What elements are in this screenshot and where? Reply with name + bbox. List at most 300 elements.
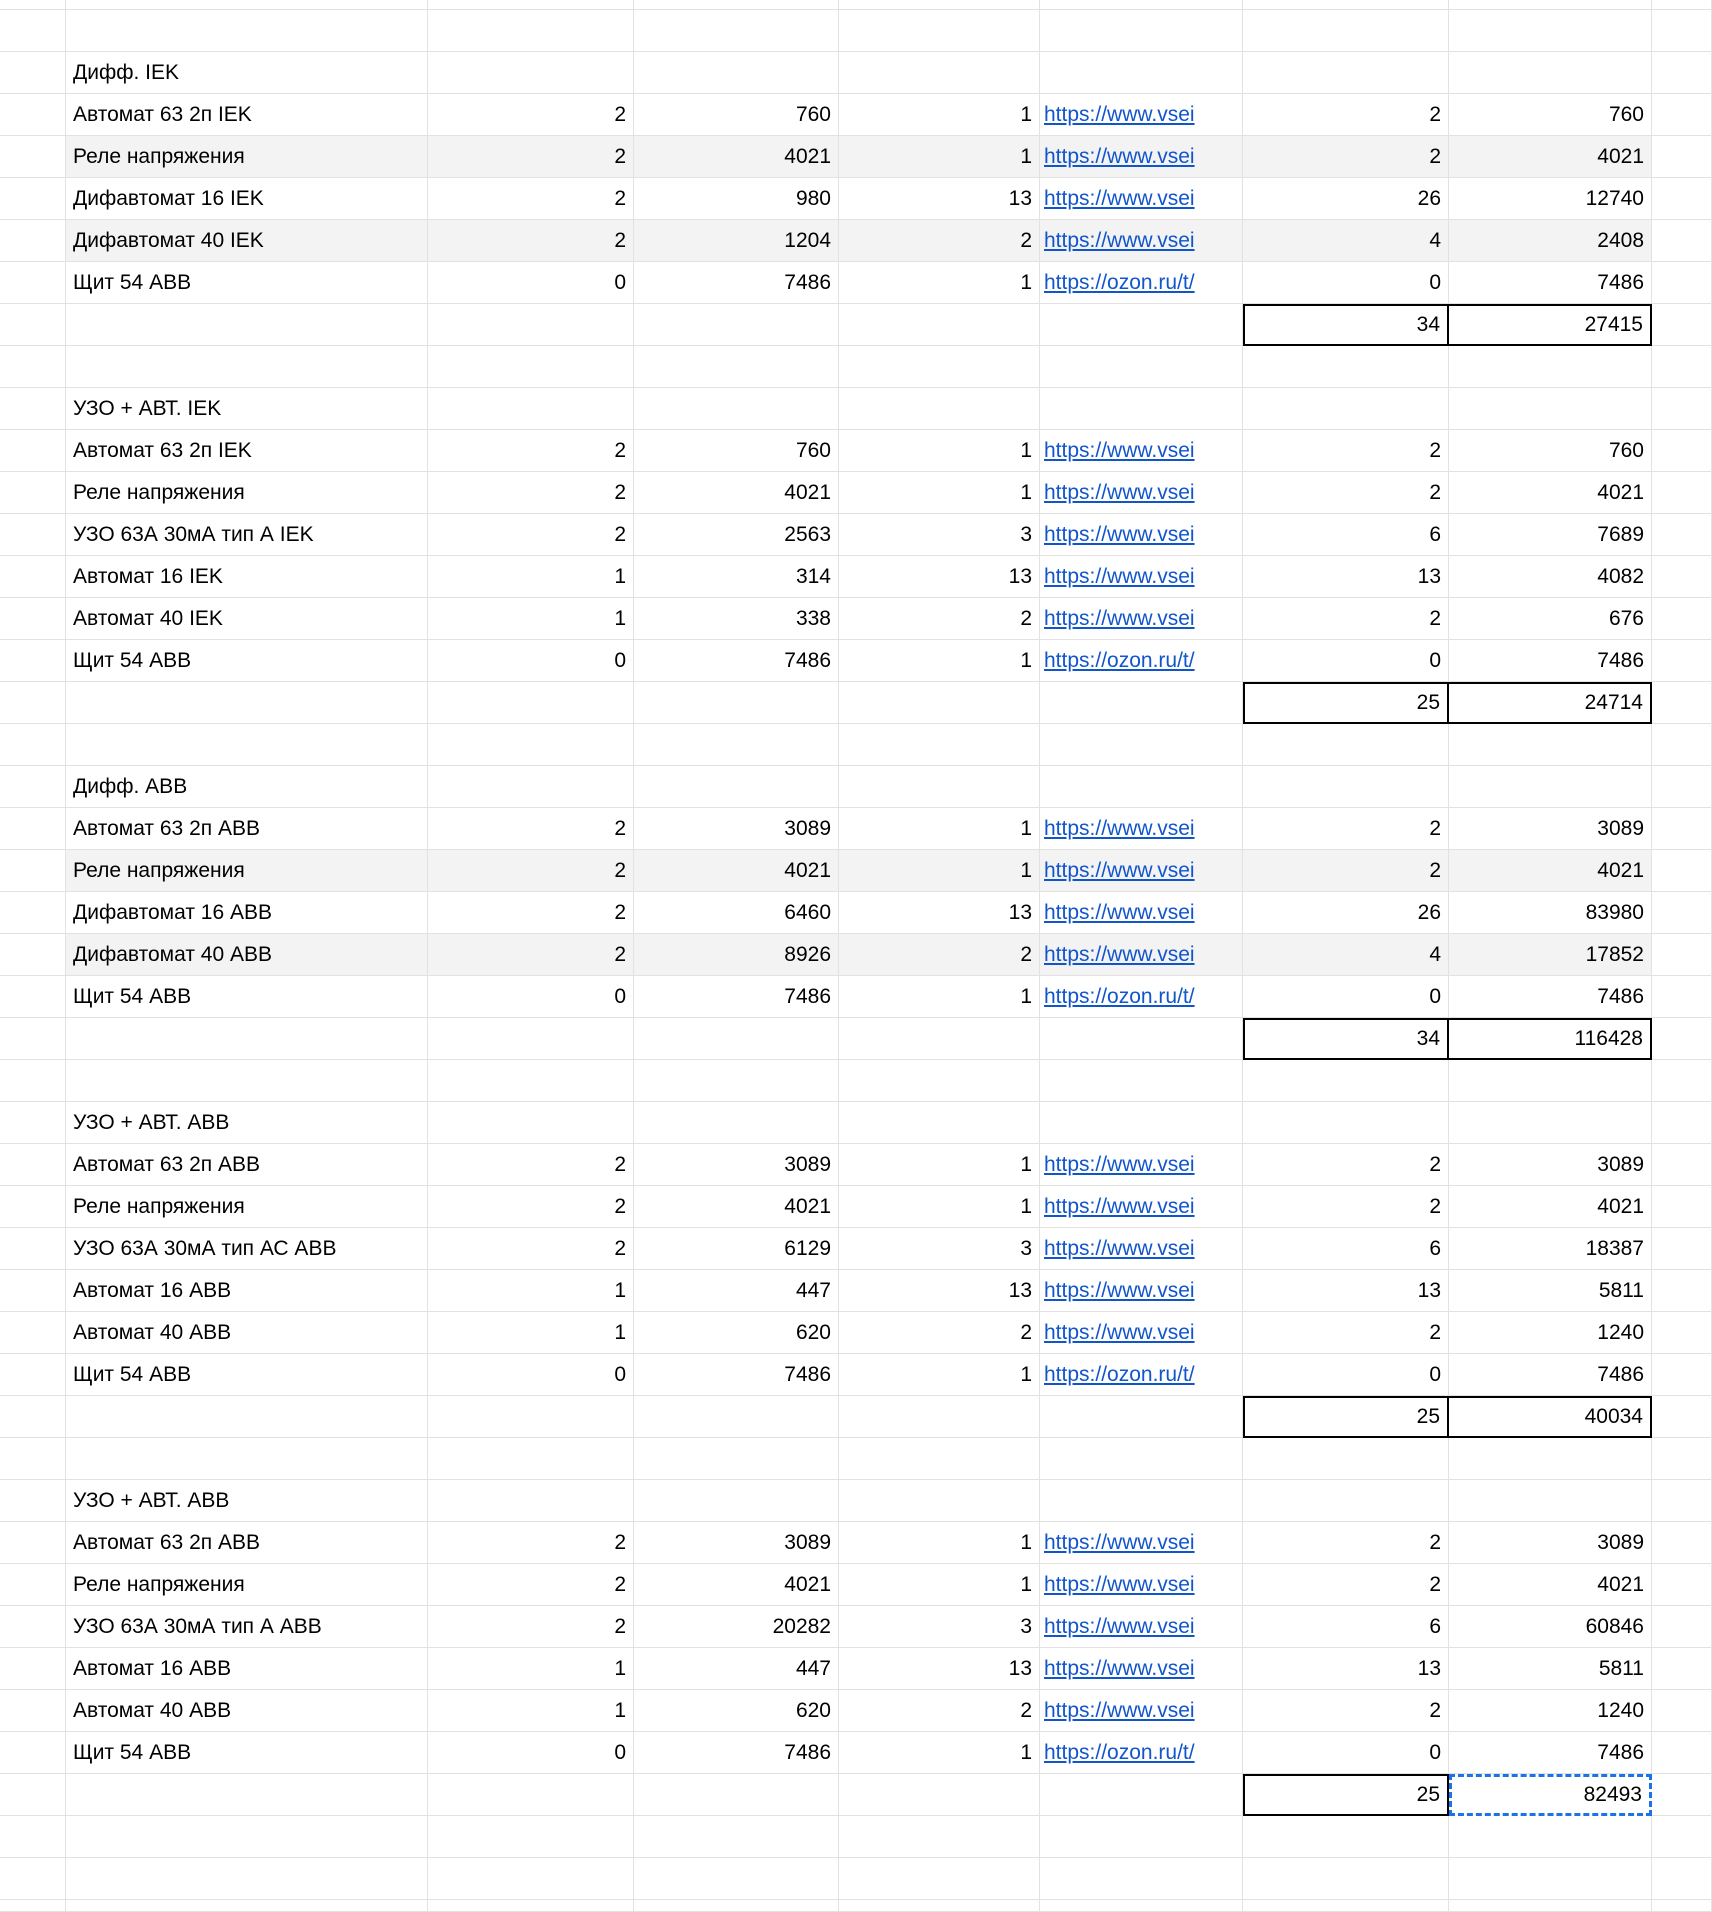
empty-cell[interactable] — [0, 640, 66, 682]
total-qty-cell[interactable]: 0 — [1243, 1732, 1449, 1774]
empty-cell[interactable] — [1652, 178, 1712, 220]
item-name-cell[interactable]: Реле напряжения — [66, 1564, 428, 1606]
total-price-cell[interactable]: 2408 — [1449, 220, 1652, 262]
empty-cell[interactable] — [1243, 10, 1449, 52]
count-cell[interactable]: 1 — [839, 472, 1040, 514]
empty-cell[interactable] — [1652, 52, 1712, 94]
product-link[interactable]: https://www.vsei — [1044, 438, 1195, 462]
count-cell[interactable]: 13 — [839, 178, 1040, 220]
empty-cell[interactable] — [1040, 52, 1243, 94]
empty-cell[interactable] — [428, 304, 634, 346]
total-price-cell[interactable]: 4021 — [1449, 136, 1652, 178]
count-cell[interactable]: 2 — [839, 1312, 1040, 1354]
link-cell[interactable] — [1040, 1732, 1243, 1774]
section-total-qty[interactable]: 25 — [1243, 1396, 1449, 1438]
total-qty-cell[interactable]: 6 — [1243, 1606, 1449, 1648]
price-cell[interactable]: 447 — [634, 1648, 839, 1690]
empty-cell[interactable] — [0, 892, 66, 934]
empty-cell[interactable] — [1652, 1228, 1712, 1270]
link-cell[interactable] — [1040, 892, 1243, 934]
empty-cell[interactable] — [1652, 1690, 1712, 1732]
empty-cell[interactable] — [1652, 808, 1712, 850]
empty-cell[interactable] — [1243, 724, 1449, 766]
empty-cell[interactable] — [1652, 934, 1712, 976]
price-cell[interactable]: 6460 — [634, 892, 839, 934]
empty-cell[interactable] — [634, 1480, 839, 1522]
total-price-cell[interactable]: 4021 — [1449, 1564, 1652, 1606]
empty-cell[interactable] — [1652, 1102, 1712, 1144]
total-qty-cell[interactable]: 2 — [1243, 136, 1449, 178]
empty-cell[interactable] — [1652, 1858, 1712, 1900]
empty-cell[interactable] — [634, 388, 839, 430]
item-name-cell[interactable]: Автомат 63 2п АВВ — [66, 1144, 428, 1186]
total-price-cell[interactable]: 4021 — [1449, 472, 1652, 514]
qty-cell[interactable]: 1 — [428, 1690, 634, 1732]
empty-cell[interactable] — [1040, 10, 1243, 52]
empty-cell[interactable] — [1652, 1774, 1712, 1816]
section-total-qty[interactable]: 34 — [1243, 1018, 1449, 1060]
empty-cell[interactable] — [1449, 346, 1652, 388]
item-name-cell[interactable]: Щит 54 АВВ — [66, 1732, 428, 1774]
empty-cell[interactable] — [0, 1312, 66, 1354]
empty-cell[interactable] — [0, 1438, 66, 1480]
price-cell[interactable]: 980 — [634, 178, 839, 220]
count-cell[interactable]: 3 — [839, 1606, 1040, 1648]
product-link[interactable]: https://ozon.ru/t/ — [1044, 1362, 1195, 1386]
empty-cell[interactable] — [0, 262, 66, 304]
empty-cell[interactable] — [428, 0, 634, 10]
count-cell[interactable]: 2 — [839, 598, 1040, 640]
link-cell[interactable] — [1040, 850, 1243, 892]
empty-cell[interactable] — [428, 10, 634, 52]
qty-cell[interactable]: 2 — [428, 1228, 634, 1270]
product-link[interactable]: https://www.vsei — [1044, 1152, 1195, 1176]
price-cell[interactable]: 620 — [634, 1312, 839, 1354]
price-cell[interactable]: 7486 — [634, 640, 839, 682]
empty-cell[interactable] — [1449, 52, 1652, 94]
total-qty-cell[interactable]: 0 — [1243, 976, 1449, 1018]
item-name-cell[interactable]: Дифавтомат 16 АВВ — [66, 892, 428, 934]
total-qty-cell[interactable]: 6 — [1243, 514, 1449, 556]
section-total-price[interactable]: 27415 — [1449, 304, 1652, 346]
total-qty-cell[interactable]: 2 — [1243, 1144, 1449, 1186]
total-price-cell[interactable]: 83980 — [1449, 892, 1652, 934]
total-price-cell[interactable]: 760 — [1449, 94, 1652, 136]
empty-cell[interactable] — [839, 1774, 1040, 1816]
empty-cell[interactable] — [1652, 682, 1712, 724]
link-cell[interactable] — [1040, 1522, 1243, 1564]
empty-cell[interactable] — [634, 1774, 839, 1816]
qty-cell[interactable]: 2 — [428, 220, 634, 262]
empty-cell[interactable] — [839, 1438, 1040, 1480]
empty-cell[interactable] — [1040, 1858, 1243, 1900]
link-cell[interactable] — [1040, 1690, 1243, 1732]
empty-cell[interactable] — [1040, 1774, 1243, 1816]
empty-cell[interactable] — [0, 724, 66, 766]
empty-cell[interactable] — [839, 346, 1040, 388]
empty-cell[interactable] — [839, 1816, 1040, 1858]
empty-cell[interactable] — [1040, 388, 1243, 430]
empty-cell[interactable] — [839, 10, 1040, 52]
qty-cell[interactable]: 0 — [428, 1732, 634, 1774]
empty-cell[interactable] — [1652, 1270, 1712, 1312]
count-cell[interactable]: 1 — [839, 1732, 1040, 1774]
empty-cell[interactable] — [0, 1102, 66, 1144]
link-cell[interactable] — [1040, 1564, 1243, 1606]
item-name-cell[interactable]: Щит 54 АВВ — [66, 1354, 428, 1396]
empty-cell[interactable] — [1040, 1900, 1243, 1912]
product-link[interactable]: https://www.vsei — [1044, 1530, 1195, 1554]
empty-cell[interactable] — [634, 1102, 839, 1144]
qty-cell[interactable]: 1 — [428, 1312, 634, 1354]
empty-cell[interactable] — [0, 52, 66, 94]
empty-cell[interactable] — [66, 682, 428, 724]
empty-cell[interactable] — [839, 1480, 1040, 1522]
price-cell[interactable]: 760 — [634, 430, 839, 472]
empty-cell[interactable] — [428, 52, 634, 94]
empty-cell[interactable] — [1652, 94, 1712, 136]
empty-cell[interactable] — [428, 1774, 634, 1816]
product-link[interactable]: https://www.vsei — [1044, 1320, 1195, 1344]
count-cell[interactable]: 13 — [839, 892, 1040, 934]
empty-cell[interactable] — [66, 346, 428, 388]
count-cell[interactable]: 1 — [839, 850, 1040, 892]
empty-cell[interactable] — [1652, 1522, 1712, 1564]
product-link[interactable]: https://www.vsei — [1044, 606, 1195, 630]
empty-cell[interactable] — [1652, 1396, 1712, 1438]
total-price-cell[interactable]: 5811 — [1449, 1270, 1652, 1312]
count-cell[interactable]: 1 — [839, 1354, 1040, 1396]
empty-cell[interactable] — [428, 346, 634, 388]
empty-cell[interactable] — [0, 1606, 66, 1648]
empty-cell[interactable] — [1449, 766, 1652, 808]
total-qty-cell[interactable]: 0 — [1243, 262, 1449, 304]
empty-cell[interactable] — [428, 1102, 634, 1144]
empty-cell[interactable] — [0, 1522, 66, 1564]
item-name-cell[interactable]: Автомат 63 2п IEK — [66, 94, 428, 136]
product-link[interactable]: https://www.vsei — [1044, 144, 1195, 168]
product-link[interactable]: https://www.vsei — [1044, 1278, 1195, 1302]
link-cell[interactable] — [1040, 472, 1243, 514]
empty-cell[interactable] — [1449, 10, 1652, 52]
empty-cell[interactable] — [428, 724, 634, 766]
price-cell[interactable]: 314 — [634, 556, 839, 598]
empty-cell[interactable] — [1449, 1102, 1652, 1144]
empty-cell[interactable] — [839, 766, 1040, 808]
product-link[interactable]: https://www.vsei — [1044, 228, 1195, 252]
link-cell[interactable] — [1040, 1144, 1243, 1186]
section-total-qty[interactable]: 25 — [1243, 682, 1449, 724]
link-cell[interactable] — [1040, 1228, 1243, 1270]
empty-cell[interactable] — [0, 1732, 66, 1774]
empty-cell[interactable] — [1243, 1438, 1449, 1480]
empty-cell[interactable] — [1243, 0, 1449, 10]
count-cell[interactable]: 1 — [839, 136, 1040, 178]
total-qty-cell[interactable]: 13 — [1243, 556, 1449, 598]
product-link[interactable]: https://ozon.ru/t/ — [1044, 270, 1195, 294]
section-total-price[interactable]: 40034 — [1449, 1396, 1652, 1438]
empty-cell[interactable] — [0, 388, 66, 430]
total-qty-cell[interactable]: 0 — [1243, 640, 1449, 682]
total-price-cell[interactable]: 760 — [1449, 430, 1652, 472]
empty-cell[interactable] — [66, 10, 428, 52]
link-cell[interactable] — [1040, 1186, 1243, 1228]
empty-cell[interactable] — [1652, 640, 1712, 682]
product-link[interactable]: https://www.vsei — [1044, 1194, 1195, 1218]
qty-cell[interactable]: 2 — [428, 472, 634, 514]
empty-cell[interactable] — [1243, 1900, 1449, 1912]
product-link[interactable]: https://www.vsei — [1044, 900, 1195, 924]
total-qty-cell[interactable]: 4 — [1243, 934, 1449, 976]
empty-cell[interactable] — [428, 766, 634, 808]
empty-cell[interactable] — [0, 430, 66, 472]
price-cell[interactable]: 7486 — [634, 262, 839, 304]
empty-cell[interactable] — [839, 1060, 1040, 1102]
product-link[interactable]: https://ozon.ru/t/ — [1044, 648, 1195, 672]
empty-cell[interactable] — [0, 682, 66, 724]
empty-cell[interactable] — [66, 0, 428, 10]
total-price-cell[interactable]: 17852 — [1449, 934, 1652, 976]
product-link[interactable]: https://www.vsei — [1044, 1698, 1195, 1722]
price-cell[interactable]: 4021 — [634, 1186, 839, 1228]
empty-cell[interactable] — [634, 1018, 839, 1060]
count-cell[interactable]: 2 — [839, 220, 1040, 262]
total-price-cell[interactable]: 1240 — [1449, 1690, 1652, 1732]
empty-cell[interactable] — [0, 514, 66, 556]
empty-cell[interactable] — [1652, 1354, 1712, 1396]
empty-cell[interactable] — [1040, 1438, 1243, 1480]
total-qty-cell[interactable]: 6 — [1243, 1228, 1449, 1270]
empty-cell[interactable] — [1652, 1648, 1712, 1690]
empty-cell[interactable] — [0, 0, 66, 10]
total-qty-cell[interactable]: 2 — [1243, 430, 1449, 472]
empty-cell[interactable] — [634, 1900, 839, 1912]
empty-cell[interactable] — [428, 1018, 634, 1060]
empty-cell[interactable] — [66, 1858, 428, 1900]
section-title[interactable]: Дифф. АВВ — [66, 766, 428, 808]
empty-cell[interactable] — [1652, 556, 1712, 598]
empty-cell[interactable] — [0, 1816, 66, 1858]
empty-cell[interactable] — [1652, 724, 1712, 766]
empty-cell[interactable] — [1243, 52, 1449, 94]
product-link[interactable]: https://ozon.ru/t/ — [1044, 984, 1195, 1008]
empty-cell[interactable] — [0, 220, 66, 262]
empty-cell[interactable] — [0, 934, 66, 976]
empty-cell[interactable] — [1652, 1186, 1712, 1228]
total-price-cell[interactable]: 3089 — [1449, 1144, 1652, 1186]
qty-cell[interactable]: 2 — [428, 1522, 634, 1564]
product-link[interactable]: https://www.vsei — [1044, 1236, 1195, 1260]
price-cell[interactable]: 7486 — [634, 976, 839, 1018]
link-cell[interactable] — [1040, 178, 1243, 220]
count-cell[interactable]: 3 — [839, 514, 1040, 556]
empty-cell[interactable] — [0, 1354, 66, 1396]
item-name-cell[interactable]: Автомат 63 2п АВВ — [66, 808, 428, 850]
empty-cell[interactable] — [1040, 1816, 1243, 1858]
total-price-cell[interactable]: 4021 — [1449, 850, 1652, 892]
empty-cell[interactable] — [1040, 1018, 1243, 1060]
empty-cell[interactable] — [1652, 220, 1712, 262]
product-link[interactable]: https://www.vsei — [1044, 186, 1195, 210]
section-title[interactable]: УЗО + АВТ. АВВ — [66, 1480, 428, 1522]
total-qty-cell[interactable]: 2 — [1243, 850, 1449, 892]
price-cell[interactable]: 4021 — [634, 136, 839, 178]
empty-cell[interactable] — [0, 1858, 66, 1900]
qty-cell[interactable]: 1 — [428, 598, 634, 640]
item-name-cell[interactable]: Реле напряжения — [66, 850, 428, 892]
count-cell[interactable]: 1 — [839, 430, 1040, 472]
item-name-cell[interactable]: УЗО 63А 30мА тип А АВВ — [66, 1606, 428, 1648]
count-cell[interactable]: 1 — [839, 262, 1040, 304]
link-cell[interactable] — [1040, 220, 1243, 262]
total-qty-cell[interactable]: 13 — [1243, 1648, 1449, 1690]
empty-cell[interactable] — [66, 1060, 428, 1102]
link-cell[interactable] — [1040, 556, 1243, 598]
empty-cell[interactable] — [839, 304, 1040, 346]
item-name-cell[interactable]: Автомат 16 АВВ — [66, 1270, 428, 1312]
item-name-cell[interactable]: Дифавтомат 40 АВВ — [66, 934, 428, 976]
link-cell[interactable] — [1040, 808, 1243, 850]
empty-cell[interactable] — [1449, 724, 1652, 766]
price-cell[interactable]: 7486 — [634, 1354, 839, 1396]
empty-cell[interactable] — [1652, 346, 1712, 388]
empty-cell[interactable] — [1652, 598, 1712, 640]
empty-cell[interactable] — [0, 1396, 66, 1438]
total-qty-cell[interactable]: 2 — [1243, 808, 1449, 850]
empty-cell[interactable] — [634, 0, 839, 10]
qty-cell[interactable]: 1 — [428, 556, 634, 598]
empty-cell[interactable] — [0, 10, 66, 52]
qty-cell[interactable]: 2 — [428, 1144, 634, 1186]
empty-cell[interactable] — [1652, 892, 1712, 934]
item-name-cell[interactable]: УЗО 63А 30мА тип А IEK — [66, 514, 428, 556]
empty-cell[interactable] — [1243, 1858, 1449, 1900]
qty-cell[interactable]: 2 — [428, 850, 634, 892]
qty-cell[interactable]: 2 — [428, 136, 634, 178]
total-qty-cell[interactable]: 2 — [1243, 1564, 1449, 1606]
price-cell[interactable]: 20282 — [634, 1606, 839, 1648]
total-price-cell[interactable]: 7689 — [1449, 514, 1652, 556]
empty-cell[interactable] — [634, 1438, 839, 1480]
empty-cell[interactable] — [1243, 1816, 1449, 1858]
empty-cell[interactable] — [1652, 1144, 1712, 1186]
item-name-cell[interactable]: Реле напряжения — [66, 136, 428, 178]
product-link[interactable]: https://www.vsei — [1044, 858, 1195, 882]
price-cell[interactable]: 6129 — [634, 1228, 839, 1270]
empty-cell[interactable] — [1652, 850, 1712, 892]
item-name-cell[interactable]: Щит 54 АВВ — [66, 976, 428, 1018]
empty-cell[interactable] — [839, 724, 1040, 766]
total-price-cell[interactable]: 4082 — [1449, 556, 1652, 598]
empty-cell[interactable] — [1040, 1102, 1243, 1144]
count-cell[interactable]: 13 — [839, 1648, 1040, 1690]
empty-cell[interactable] — [66, 304, 428, 346]
price-cell[interactable]: 447 — [634, 1270, 839, 1312]
section-total-qty[interactable]: 34 — [1243, 304, 1449, 346]
empty-cell[interactable] — [1652, 766, 1712, 808]
price-cell[interactable]: 760 — [634, 94, 839, 136]
empty-cell[interactable] — [1449, 1480, 1652, 1522]
empty-cell[interactable] — [66, 1018, 428, 1060]
empty-cell[interactable] — [1652, 976, 1712, 1018]
count-cell[interactable]: 1 — [839, 976, 1040, 1018]
empty-cell[interactable] — [0, 1774, 66, 1816]
total-qty-cell[interactable]: 2 — [1243, 472, 1449, 514]
product-link[interactable]: https://www.vsei — [1044, 522, 1195, 546]
price-cell[interactable]: 4021 — [634, 472, 839, 514]
qty-cell[interactable]: 2 — [428, 94, 634, 136]
empty-cell[interactable] — [1652, 304, 1712, 346]
empty-cell[interactable] — [1652, 1564, 1712, 1606]
qty-cell[interactable]: 2 — [428, 178, 634, 220]
empty-cell[interactable] — [66, 1900, 428, 1912]
empty-cell[interactable] — [839, 1900, 1040, 1912]
item-name-cell[interactable]: Автомат 63 2п IEK — [66, 430, 428, 472]
empty-cell[interactable] — [1040, 304, 1243, 346]
qty-cell[interactable]: 2 — [428, 1564, 634, 1606]
total-qty-cell[interactable]: 4 — [1243, 220, 1449, 262]
product-link[interactable]: https://www.vsei — [1044, 564, 1195, 588]
link-cell[interactable] — [1040, 598, 1243, 640]
empty-cell[interactable] — [1040, 1480, 1243, 1522]
price-cell[interactable]: 2563 — [634, 514, 839, 556]
link-cell[interactable] — [1040, 1648, 1243, 1690]
empty-cell[interactable] — [1040, 0, 1243, 10]
qty-cell[interactable]: 2 — [428, 934, 634, 976]
empty-cell[interactable] — [0, 1648, 66, 1690]
empty-cell[interactable] — [1243, 1480, 1449, 1522]
empty-cell[interactable] — [1652, 472, 1712, 514]
empty-cell[interactable] — [1040, 682, 1243, 724]
empty-cell[interactable] — [1652, 514, 1712, 556]
item-name-cell[interactable]: Реле напряжения — [66, 472, 428, 514]
count-cell[interactable]: 13 — [839, 556, 1040, 598]
item-name-cell[interactable]: Щит 54 АВВ — [66, 640, 428, 682]
section-total-price[interactable]: 24714 — [1449, 682, 1652, 724]
empty-cell[interactable] — [66, 1816, 428, 1858]
product-link[interactable]: https://www.vsei — [1044, 480, 1195, 504]
section-title[interactable]: УЗО + АВТ. IEK — [66, 388, 428, 430]
empty-cell[interactable] — [839, 52, 1040, 94]
link-cell[interactable] — [1040, 1606, 1243, 1648]
empty-cell[interactable] — [634, 1396, 839, 1438]
qty-cell[interactable]: 0 — [428, 976, 634, 1018]
item-name-cell[interactable]: Автомат 40 АВВ — [66, 1312, 428, 1354]
empty-cell[interactable] — [1652, 1816, 1712, 1858]
empty-cell[interactable] — [0, 808, 66, 850]
total-qty-cell[interactable]: 0 — [1243, 1354, 1449, 1396]
total-qty-cell[interactable]: 26 — [1243, 178, 1449, 220]
product-link[interactable]: https://ozon.ru/t/ — [1044, 1740, 1195, 1764]
qty-cell[interactable]: 2 — [428, 430, 634, 472]
empty-cell[interactable] — [1652, 0, 1712, 10]
empty-cell[interactable] — [634, 304, 839, 346]
total-qty-cell[interactable]: 2 — [1243, 1690, 1449, 1732]
total-qty-cell[interactable]: 2 — [1243, 94, 1449, 136]
link-cell[interactable] — [1040, 1270, 1243, 1312]
section-title[interactable]: Дифф. IEK — [66, 52, 428, 94]
total-price-cell[interactable]: 7486 — [1449, 976, 1652, 1018]
price-cell[interactable]: 3089 — [634, 808, 839, 850]
product-link[interactable]: https://www.vsei — [1044, 1656, 1195, 1680]
price-cell[interactable]: 7486 — [634, 1732, 839, 1774]
total-price-cell[interactable]: 3089 — [1449, 1522, 1652, 1564]
count-cell[interactable]: 2 — [839, 934, 1040, 976]
empty-cell[interactable] — [66, 724, 428, 766]
count-cell[interactable]: 1 — [839, 640, 1040, 682]
qty-cell[interactable]: 2 — [428, 1186, 634, 1228]
empty-cell[interactable] — [1449, 1060, 1652, 1102]
